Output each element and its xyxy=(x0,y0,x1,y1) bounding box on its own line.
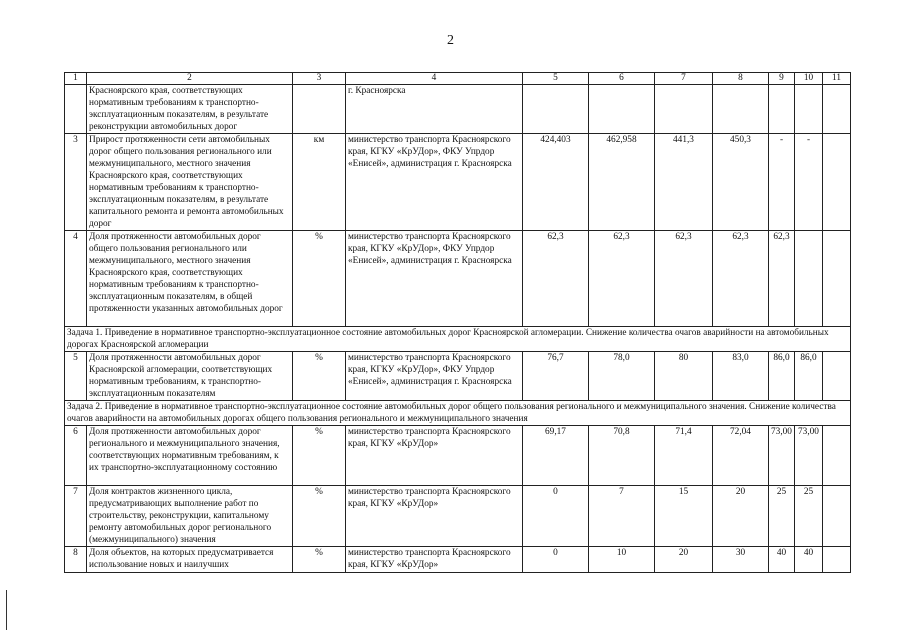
table-cell-col-10: 25 xyxy=(795,486,823,547)
table-row xyxy=(65,231,851,327)
table-cell-col-4: министерство транспорта Красноярского края, КГКУ «КрУДор», ФКУ Упрдор «Енисей», администрация г. Красноярска xyxy=(346,134,523,231)
table-cell-col-8: 30 xyxy=(713,547,769,573)
table-cell-col-7: 20 xyxy=(655,547,713,573)
table-cell-col-10: 40 xyxy=(795,547,823,573)
table-cell-col-8: 62,3 xyxy=(713,231,769,327)
table-cell-col-10 xyxy=(795,231,823,327)
table-row xyxy=(65,486,851,547)
table-cell-col-11 xyxy=(823,426,851,486)
table-cell-col-9: 73,00 xyxy=(769,426,795,486)
task-row xyxy=(65,401,851,426)
table-cell-col-7: 441,3 xyxy=(655,134,713,231)
table-cell-col-8: 83,0 xyxy=(713,352,769,401)
table-cell-col-11 xyxy=(823,134,851,231)
table-cell-col-10 xyxy=(795,85,823,134)
table-cell-col-11 xyxy=(823,486,851,547)
table-cell-col-4: министерство транспорта Красноярского края, КГКУ «КрУДор» xyxy=(346,547,523,573)
table-cell-col-2: Доля протяженности автомобильных дорог Красноярской агломерации, соответствующих нормативным требованиям, к транспортно-эксплуатационным показателям xyxy=(87,352,293,401)
table-cell-col-8: 72,04 xyxy=(713,426,769,486)
table-row xyxy=(65,134,851,231)
table-cell-col-1: 6 xyxy=(65,426,87,486)
table-cell-col-1 xyxy=(65,85,87,134)
table-row xyxy=(65,426,851,486)
header-cell-11: 11 xyxy=(823,73,851,85)
table-row xyxy=(65,85,851,134)
page-number: 2 xyxy=(447,33,454,48)
table-cell-col-5: 0 xyxy=(523,486,589,547)
table-cell-col-1: 5 xyxy=(65,352,87,401)
table-cell-col-5: 62,3 xyxy=(523,231,589,327)
table-cell-col-5 xyxy=(523,85,589,134)
table-cell-col-4: г. Красноярска xyxy=(346,85,523,134)
table-cell-col-3: % xyxy=(293,231,346,327)
table-row xyxy=(65,352,851,401)
table-cell-col-6: 462,958 xyxy=(589,134,655,231)
table-cell-col-4: министерство транспорта Красноярского края, КГКУ «КрУДор», ФКУ Упрдор «Енисей», администрация г. Красноярска xyxy=(346,352,523,401)
table-cell-col-7: 15 xyxy=(655,486,713,547)
table-cell-col-4: министерство транспорта Красноярского края, КГКУ «КрУДор», ФКУ Упрдор «Енисей», администрация г. Красноярска xyxy=(346,231,523,327)
indicators-table xyxy=(64,72,851,573)
table-cell-col-5: 76,7 xyxy=(523,352,589,401)
table-cell-col-1: 3 xyxy=(65,134,87,231)
table-cell-col-6: 78,0 xyxy=(589,352,655,401)
header-cell-9: 9 xyxy=(769,73,795,85)
table-cell-col-5: 424,403 xyxy=(523,134,589,231)
header-cell-3: 3 xyxy=(293,73,346,85)
table-cell-col-11 xyxy=(823,85,851,134)
table-cell-col-7: 71,4 xyxy=(655,426,713,486)
header-cell-7: 7 xyxy=(655,73,713,85)
task-row xyxy=(65,327,851,352)
table-cell-col-1: 4 xyxy=(65,231,87,327)
table-cell-col-5: 0 xyxy=(523,547,589,573)
table-cell-col-6: 10 xyxy=(589,547,655,573)
table-cell-col-3: км xyxy=(293,134,346,231)
header-cell-1: 1 xyxy=(65,73,87,85)
table-cell-col-1: 8 xyxy=(65,547,87,573)
table-cell-col-6: 70,8 xyxy=(589,426,655,486)
table-cell-col-10: - xyxy=(795,134,823,231)
table-cell-col-4: министерство транспорта Красноярского края, КГКУ «КрУДор» xyxy=(346,486,523,547)
header-cell-4: 4 xyxy=(346,73,523,85)
table-cell-col-9: - xyxy=(769,134,795,231)
table-cell-col-3: % xyxy=(293,486,346,547)
table-cell-col-5: 69,17 xyxy=(523,426,589,486)
table-cell-col-6: 7 xyxy=(589,486,655,547)
table-cell-col-4: министерство транспорта Красноярского края, КГКУ «КрУДор» xyxy=(346,426,523,486)
table-cell-col-7: 62,3 xyxy=(655,231,713,327)
table-cell-col-9: 62,3 xyxy=(769,231,795,327)
table-body xyxy=(65,73,851,573)
table-cell-col-2: Прирост протяженности сети автомобильных дорог общего пользования регионального или межмуниципального, местного значения Красноярского края, соответствующих нормативным требованиям к транспортно-эксплуатационным показателям, в результате капитального ремонта и ремонта автомобильных дорог xyxy=(87,134,293,231)
table-cell-col-9: 25 xyxy=(769,486,795,547)
table-cell-col-3: % xyxy=(293,426,346,486)
table-cell-col-11 xyxy=(823,352,851,401)
table-cell-col-8: 450,3 xyxy=(713,134,769,231)
table-cell-col-2: Доля объектов, на которых предусматривается использование новых и наилучших xyxy=(87,547,293,573)
table-cell-col-8 xyxy=(713,85,769,134)
task-cell: Задача 2. Приведение в нормативное транспортно-эксплуатационное состояние автомобильных дорог общего пользования регионального и межмуниципального значения. Снижение количества очагов аварийности на автомобильных дорогах общего пользования регионального и межмуниципального значения xyxy=(65,401,851,426)
table-cell-col-11 xyxy=(823,231,851,327)
table-cell-col-6 xyxy=(589,85,655,134)
table-cell-col-9 xyxy=(769,85,795,134)
table-row xyxy=(65,547,851,573)
table-cell-col-9: 86,0 xyxy=(769,352,795,401)
table-cell-col-8: 20 xyxy=(713,486,769,547)
table-cell-col-9: 40 xyxy=(769,547,795,573)
table-cell-col-2: Красноярского края, соответствующих нормативным требованиям к транспортно-эксплуатационным показателям, в результате реконструкции автомобильных дорог xyxy=(87,85,293,134)
table-cell-col-3: % xyxy=(293,352,346,401)
table-cell-col-1: 7 xyxy=(65,486,87,547)
header-cell-6: 6 xyxy=(589,73,655,85)
header-cell-10: 10 xyxy=(795,73,823,85)
task-cell: Задача 1. Приведение в нормативное транспортно-эксплуатационное состояние автомобильных дорог Красноярской агломерации. Снижение количества очагов аварийности на автомобильных дорогах Красноярской агломерации xyxy=(65,327,851,352)
table-cell-col-3: % xyxy=(293,547,346,573)
table-cell-col-6: 62,3 xyxy=(589,231,655,327)
header-cell-5: 5 xyxy=(523,73,589,85)
table-cell-col-2: Доля контрактов жизненного цикла, предусматривающих выполнение работ по строительству, реконструкции, капитальному ремонту автомобильных дорог регионального (межмуниципального) значения xyxy=(87,486,293,547)
table-cell-col-2: Доля протяженности автомобильных дорог общего пользования регионального или межмуниципального, местного значения Красноярского края, соответствующих нормативным требованиям к транспортно-эксплуатационным показателям, в общей протяженности указанных автомобильных дорог xyxy=(87,231,293,327)
table-cell-col-11 xyxy=(823,547,851,573)
table-cell-col-7 xyxy=(655,85,713,134)
table-cell-col-7: 80 xyxy=(655,352,713,401)
table-cell-col-10: 73,00 xyxy=(795,426,823,486)
table-cell-col-2: Доля протяженности автомобильных дорог регионального и межмуниципального значения, соответствующих нормативным требованиям, к их транспортно-эксплуатационному состоянию xyxy=(87,426,293,486)
header-row xyxy=(65,73,851,85)
table-cell-col-10: 86,0 xyxy=(795,352,823,401)
table-cell-col-3 xyxy=(293,85,346,134)
header-cell-8: 8 xyxy=(713,73,769,85)
header-cell-2: 2 xyxy=(87,73,293,85)
scan-edge-mark xyxy=(6,590,7,630)
